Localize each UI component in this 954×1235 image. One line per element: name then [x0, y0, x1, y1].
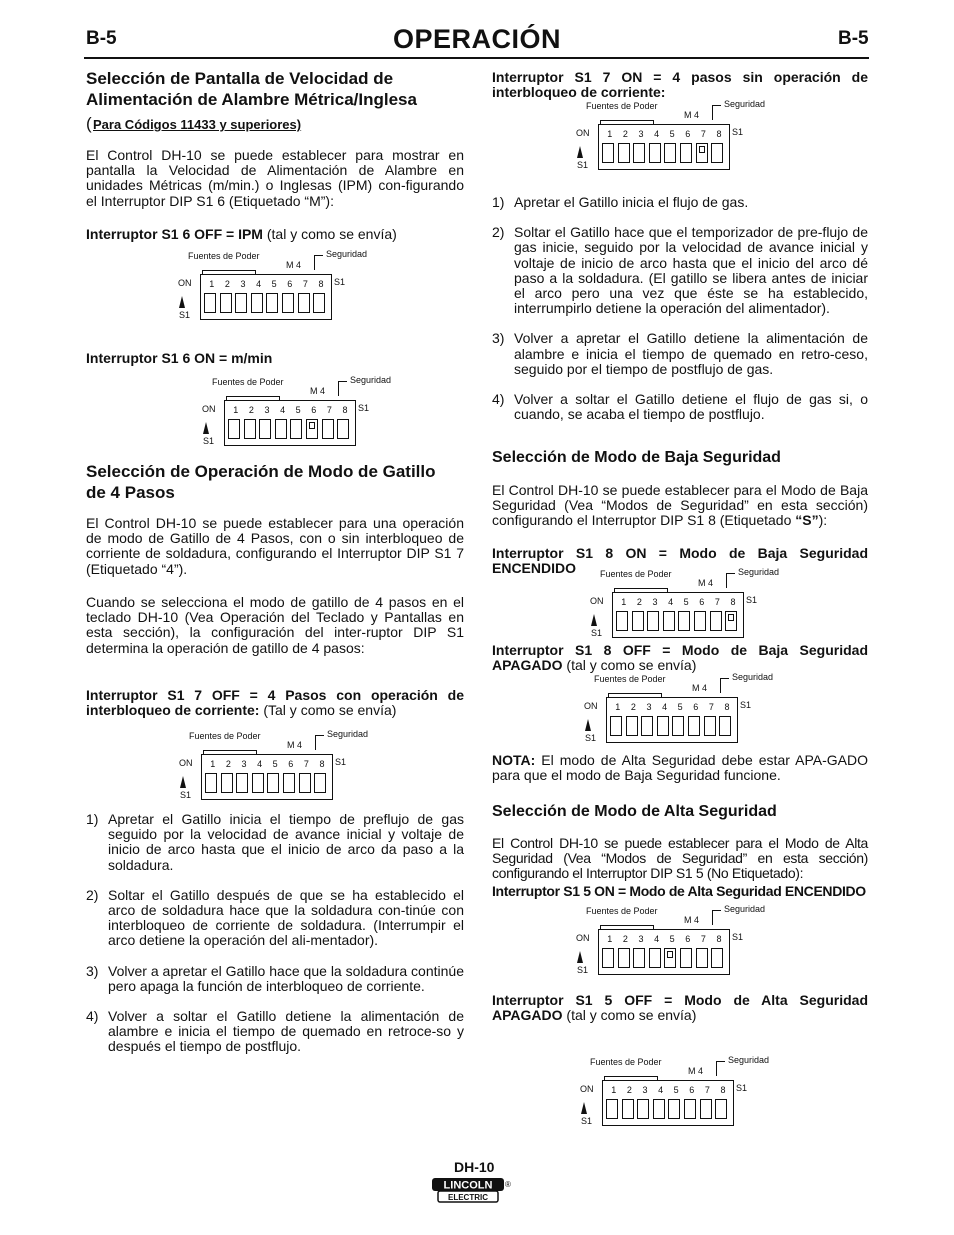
switch-number: 2	[248, 405, 254, 415]
security-label: Seguridad	[732, 672, 774, 682]
switch-number: 6	[685, 934, 691, 944]
m4-label: M 4	[287, 740, 303, 750]
dip-switch-6	[680, 143, 692, 163]
dip-switch-7	[322, 419, 334, 439]
dip-switch-2	[622, 1099, 634, 1119]
switch-number: 2	[224, 279, 230, 289]
page-title: OPERACIÓN	[392, 24, 562, 54]
switch-number: 3	[264, 405, 270, 415]
switch-numbers	[602, 934, 728, 944]
dip-switch-1	[602, 143, 614, 163]
section-subtitle-paren: (	[86, 114, 92, 133]
section-title-wire-speed: Selección de Pantalla de Velocidad de Alimentación de Alambre Métrica/Inglesa	[86, 69, 417, 109]
on-label: ON	[576, 933, 590, 943]
svg-text:®: ®	[505, 1180, 511, 1189]
dip-switch-6	[694, 611, 706, 631]
dip-switch-4	[275, 419, 287, 439]
switch-number: 1	[209, 279, 215, 289]
dip-switch-3	[259, 419, 271, 439]
dip-switch-3	[236, 773, 248, 793]
switch-number: 7	[708, 702, 714, 712]
switch-number: 1	[611, 1085, 617, 1095]
on-arrow-icon	[591, 614, 597, 626]
dip-switch-block	[224, 400, 356, 446]
s1-8-on-caption: Interruptor S1 8 ON = Modo de Baja Seguridad ENCENDIDO	[492, 545, 868, 577]
switch-number: 4	[256, 279, 262, 289]
list-item: 1) Apretar el Gatillo inicia el tiempo de preflujo de gas seguido por la velocidad de avance inicial y voltaje de inicio de arco hasta que el inicio de arco da paso a la soldadura.	[86, 811, 464, 873]
dip-diagram-s1-5-off	[578, 1055, 770, 1132]
section-title-4-step: Selección de Operación de Modo de Gatillo de 4 Pasos	[86, 462, 436, 502]
dip-switch-1	[610, 716, 622, 736]
switch-numbers	[204, 279, 330, 289]
switch-number: 4	[668, 597, 674, 607]
switch-number: 7	[704, 1085, 710, 1095]
switch-number: 6	[693, 702, 699, 712]
dip-switch-1	[606, 1099, 618, 1119]
on-arrow-icon	[581, 1102, 587, 1114]
s1-label-right: S1	[732, 127, 744, 137]
switch-number: 6	[311, 405, 317, 415]
switch-number: 3	[652, 597, 658, 607]
dip-switch-6	[282, 293, 294, 313]
dip-switch-8	[715, 1099, 727, 1119]
switch-row	[616, 611, 741, 631]
svg-text:LINCOLN: LINCOLN	[443, 1179, 493, 1192]
switch-number: 6	[287, 279, 293, 289]
security-pointer	[720, 678, 729, 693]
right-steps-list	[492, 195, 868, 422]
switch-number: 1	[233, 405, 239, 415]
switch-number: 8	[730, 597, 736, 607]
dip-diagram-s1-7-on	[574, 99, 766, 176]
switch-number: 3	[240, 279, 246, 289]
switch-number: 3	[646, 702, 652, 712]
security-pointer	[315, 735, 324, 750]
s1-label-right: S1	[746, 595, 758, 605]
dip-switch-block	[612, 592, 744, 638]
dip-switch-2	[220, 293, 232, 313]
switch-number: 7	[303, 759, 309, 769]
switch-number: 2	[225, 759, 231, 769]
s1-label-bottom: S1	[577, 965, 589, 975]
switch-number: 3	[638, 934, 644, 944]
dip-switch-8	[719, 716, 731, 736]
switch-number: 7	[700, 129, 706, 139]
lincoln-electric-logo	[432, 1178, 510, 1204]
switch-number: 1	[607, 129, 613, 139]
dip-switch-6	[306, 419, 318, 439]
dip-switch-3	[647, 611, 659, 631]
dip-switch-3	[235, 293, 247, 313]
dip-switch-4	[657, 716, 669, 736]
nota-paragraph: NOTA: El modo de Alta Seguridad debe estar APA-GADO para que el modo de Baja Seguridad funcione.	[492, 752, 868, 784]
on-label: ON	[178, 278, 192, 288]
switch-row	[205, 773, 330, 793]
dip-switch-1	[205, 773, 217, 793]
switch-number: 5	[295, 405, 301, 415]
switch-row	[602, 143, 727, 163]
switch-number: 5	[673, 1085, 679, 1095]
s1-7-off-caption: Interruptor S1 7 OFF = 4 Pasos con operación de interbloqueo de corriente: (Tal y como se envía)	[86, 687, 464, 719]
dip-switch-5	[664, 143, 676, 163]
security-label: Seguridad	[738, 567, 780, 577]
m4-label: M 4	[688, 1066, 704, 1076]
s1-label-right: S1	[358, 403, 370, 413]
list-item: 1) Apretar el Gatillo inicia el flujo de gas.	[492, 194, 749, 210]
switch-number: 6	[288, 759, 294, 769]
security-label: Seguridad	[350, 375, 392, 385]
switch-numbers	[602, 129, 728, 139]
dip-diagram-s1-5-on	[574, 904, 766, 981]
m4-label: M 4	[684, 915, 700, 925]
dip-switch-4	[251, 293, 263, 313]
dip-diagram-s1-8-off	[582, 672, 774, 749]
switch-number: 8	[720, 1085, 726, 1095]
dip-diagram-s1-6-on	[200, 375, 392, 452]
power-supply-label: Fuentes de Poder	[188, 251, 260, 261]
on-label: ON	[580, 1084, 594, 1094]
dip-switch-4	[653, 1099, 665, 1119]
s1-label-bottom: S1	[585, 733, 597, 743]
s1-label-right: S1	[736, 1083, 748, 1093]
on-arrow-icon	[577, 951, 583, 963]
dip-switch-7	[696, 948, 708, 968]
dip-switch-8	[313, 293, 325, 313]
switch-number: 2	[630, 702, 636, 712]
dip-switch-4	[649, 948, 661, 968]
paragraph-high-security: El Control DH-10 se puede establecer para el Modo de Alta Seguridad (Vea “Modos de Seguridad” en esta sección) configurando el Interruptor DIP S1 5 (No Etiquetado):	[492, 835, 868, 882]
s1-label-right: S1	[740, 700, 752, 710]
dip-switch-3	[641, 716, 653, 736]
dip-switch-6	[680, 948, 692, 968]
switch-number: 5	[683, 597, 689, 607]
m4-label: M 4	[692, 683, 708, 693]
switch-number: 8	[318, 279, 324, 289]
switch-number: 5	[669, 934, 675, 944]
dip-switch-7	[704, 716, 716, 736]
security-pointer	[716, 1061, 725, 1076]
power-supply-label: Fuentes de Poder	[189, 731, 261, 741]
dip-switch-7	[700, 1099, 712, 1119]
switch-row	[610, 716, 735, 736]
power-supply-label: Fuentes de Poder	[594, 674, 666, 684]
dip-switch-4	[649, 143, 661, 163]
on-label: ON	[590, 596, 604, 606]
switch-number: 7	[302, 279, 308, 289]
security-pointer	[726, 573, 735, 588]
switch-number: 1	[607, 934, 613, 944]
switch-number: 7	[714, 597, 720, 607]
security-label: Seguridad	[728, 1055, 770, 1065]
header-rule	[84, 57, 869, 59]
power-supply-label: Fuentes de Poder	[586, 906, 658, 916]
switch-number: 4	[257, 759, 263, 769]
power-supply-label: Fuentes de Poder	[212, 377, 284, 387]
on-arrow-icon	[179, 296, 185, 308]
switch-row	[606, 1099, 731, 1119]
s1-label-bottom: S1	[577, 160, 589, 170]
security-label: Seguridad	[326, 249, 368, 259]
switch-number: 8	[319, 759, 325, 769]
dip-switch-5	[266, 293, 278, 313]
dip-diagram-s1-8-on	[588, 567, 780, 644]
s1-6-on-caption: Interruptor S1 6 ON = m/min	[86, 350, 273, 366]
switch-row	[204, 293, 329, 313]
switch-row	[602, 948, 727, 968]
s1-5-on-caption: Interruptor S1 5 ON = Modo de Alta Seguridad ENCENDIDO	[492, 883, 866, 899]
dip-diagram-s1-7-off	[177, 729, 369, 806]
dip-switch-block	[598, 124, 730, 170]
section-subtitle-codes: Para Códigos 11433 y superiores)	[93, 117, 302, 132]
dip-switch-2	[244, 419, 256, 439]
security-label: Seguridad	[724, 99, 766, 109]
m4-label: M 4	[286, 260, 302, 270]
dip-switch-2	[618, 143, 630, 163]
switch-number: 6	[689, 1085, 695, 1095]
s1-label-bottom: S1	[180, 790, 192, 800]
switch-number: 4	[280, 405, 286, 415]
dip-switch-8	[337, 419, 349, 439]
list-item: 3) Volver a apretar el Gatillo detiene la alimentación de alambre e inicia el tiempo de quemado en retro-ceso, seguido por el tiempo de postflujo de gas.	[492, 330, 868, 377]
s1-7-on-caption: Interruptor S1 7 ON = 4 pasos sin operación de interbloqueo de corriente:	[492, 69, 868, 101]
lincoln-electric-logo-graphic	[432, 1178, 510, 1204]
dip-switch-7	[298, 293, 310, 313]
on-label: ON	[576, 128, 590, 138]
dip-switch-3	[637, 1099, 649, 1119]
dip-switch-2	[632, 611, 644, 631]
dip-switch-5	[668, 1099, 680, 1119]
dip-switch-1	[228, 419, 240, 439]
switch-number: 2	[636, 597, 642, 607]
list-item: 4) Volver a soltar el Gatillo detiene la alimentación de alambre e inicia el tiempo de quemado en retroce-so y después el tiempo de postflujo.	[86, 1008, 464, 1055]
switch-number: 1	[621, 597, 627, 607]
dip-switch-8	[314, 773, 326, 793]
dip-switch-6	[688, 716, 700, 736]
section-title-high-security: Selección de Modo de Alta Seguridad	[492, 803, 777, 820]
switch-number: 4	[654, 129, 660, 139]
switch-numbers	[228, 405, 354, 415]
dip-switch-5	[664, 948, 676, 968]
security-pointer	[314, 255, 323, 270]
switch-number: 2	[622, 129, 628, 139]
switch-row	[228, 419, 353, 439]
s1-label-bottom: S1	[203, 436, 215, 446]
switch-numbers	[616, 597, 742, 607]
switch-number: 4	[654, 934, 660, 944]
dip-switch-8	[725, 611, 737, 631]
dip-switch-6	[684, 1099, 696, 1119]
on-arrow-icon	[203, 422, 209, 434]
dip-switch-6	[283, 773, 295, 793]
dip-switch-block	[606, 697, 738, 743]
page-code-left: B-5	[86, 28, 117, 49]
dip-switch-7	[710, 611, 722, 631]
security-pointer	[712, 910, 721, 925]
dip-switch-block	[602, 1080, 734, 1126]
switch-number: 6	[699, 597, 705, 607]
list-item: 4) Volver a soltar el Gatillo detiene el flujo de gas si, o cuando, se acaba el tiempo de postflujo.	[492, 391, 868, 423]
switch-number: 4	[658, 1085, 664, 1095]
switch-number: 1	[615, 702, 621, 712]
dip-switch-7	[299, 773, 311, 793]
switch-number: 2	[626, 1085, 632, 1095]
s1-label-bottom: S1	[581, 1116, 593, 1126]
on-arrow-icon	[577, 146, 583, 158]
dip-switch-block	[598, 929, 730, 975]
s1-label-bottom: S1	[591, 628, 603, 638]
switch-number: 5	[669, 129, 675, 139]
security-pointer	[338, 381, 347, 396]
dip-switch-5	[267, 773, 279, 793]
dip-switch-3	[633, 143, 645, 163]
on-label: ON	[584, 701, 598, 711]
page-code-right: B-5	[838, 28, 869, 49]
dip-diagram-s1-6-off	[176, 249, 368, 326]
paragraph-4-step-2: Cuando se selecciona el modo de gatillo de 4 pasos en el teclado DH-10 (Vea Operación del Teclado y Pantallas en esta sección), la configuración del inter-ruptor DIP S1 determina la operación de gatillo de 4 pasos:	[86, 594, 464, 656]
switch-number: 7	[326, 405, 332, 415]
switch-number: 3	[642, 1085, 648, 1095]
switch-number: 7	[700, 934, 706, 944]
power-supply-label: Fuentes de Poder	[586, 101, 658, 111]
paragraph-low-security: El Control DH-10 se puede establecer para el Modo de Baja Seguridad (Vea “Modos de Seguridad” en esta sección) configurando el Interruptor DIP S1 8 (Etiquetado “S”):	[492, 482, 868, 529]
on-label: ON	[202, 404, 216, 414]
switch-number: 4	[662, 702, 668, 712]
s1-label-right: S1	[334, 277, 346, 287]
security-pointer	[712, 105, 721, 120]
dip-switch-5	[290, 419, 302, 439]
m4-label: M 4	[310, 386, 326, 396]
switch-number: 8	[716, 129, 722, 139]
on-arrow-icon	[585, 719, 591, 731]
switch-number: 8	[716, 934, 722, 944]
dip-switch-1	[616, 611, 628, 631]
list-item: 2) Soltar el Gatillo hace que el temporizador de pre-flujo de gas inicie, seguido por la velocidad de avance inicial y voltaje de inicio de arco hasta que el inicio del arco dé paso a la soldadura. (El gatillo se libera antes de iniciar el arco pero una vez que éste se ha establecido, interrumpirlo detiene la operación del alimentador).	[492, 224, 868, 317]
list-item: 2) Soltar el Gatillo después de que se ha establecido el arco de soldadura hace que la soldadura con-tinúe con interbloqueo de corriente de soldadura. (Interrumpir el arco detiene la operación del ali-mentador).	[86, 886, 464, 949]
power-supply-label: Fuentes de Poder	[590, 1057, 662, 1067]
paragraph-4-step-1: El Control DH-10 se puede establecer para una operación de modo de Gatillo de 4 Pasos, con o sin interbloqueo de corriente de soldadura, configurando el Interruptor DIP S1 7 (Etiquetado “4”).	[86, 515, 464, 577]
on-label: ON	[179, 758, 193, 768]
s1-label-bottom: S1	[179, 310, 191, 320]
paragraph-wire-speed: El Control DH-10 se puede establecer para mostrar en pantalla la Velocidad de Alimentación de Alambre en unidades Métricas (m/min.) o Inglesas (IPM) con-figurando el Interruptor DIP S1 6 (Etiquetado “M”):	[86, 147, 464, 209]
switch-number: 3	[241, 759, 247, 769]
switch-number: 5	[271, 279, 277, 289]
switch-numbers	[606, 1085, 732, 1095]
footer-model: DH-10	[454, 1159, 495, 1175]
dip-switch-4	[663, 611, 675, 631]
switch-number: 5	[272, 759, 278, 769]
dip-switch-3	[633, 948, 645, 968]
m4-label: M 4	[684, 110, 700, 120]
dip-switch-8	[711, 143, 723, 163]
switch-number: 6	[685, 129, 691, 139]
security-label: Seguridad	[327, 729, 369, 739]
dip-switch-1	[602, 948, 614, 968]
power-supply-label: Fuentes de Poder	[600, 569, 672, 579]
s1-6-off-caption: Interruptor S1 6 OFF = IPM (tal y como se envía)	[86, 226, 397, 242]
dip-switch-block	[200, 274, 332, 320]
dip-switch-7	[696, 143, 708, 163]
dip-switch-4	[252, 773, 264, 793]
dip-switch-5	[678, 611, 690, 631]
s1-8-off-caption: Interruptor S1 8 OFF = Modo de Baja Seguridad APAGADO (tal y como se envía)	[492, 642, 868, 674]
list-item: 3) Volver a apretar el Gatillo hace que la soldadura continúe pero apaga la función de interbloqueo de corriente.	[86, 962, 464, 994]
dip-switch-8	[711, 948, 723, 968]
dip-switch-2	[626, 716, 638, 736]
dip-switch-block	[201, 754, 333, 800]
switch-number: 2	[622, 934, 628, 944]
dip-switch-5	[672, 716, 684, 736]
switch-number: 8	[724, 702, 730, 712]
s1-5-off-caption: Interruptor S1 5 OFF = Modo de Alta Seguridad APAGADO (tal y como se envía)	[492, 992, 868, 1024]
svg-text:ELECTRIC: ELECTRIC	[448, 1193, 488, 1202]
on-arrow-icon	[180, 776, 186, 788]
m4-label: M 4	[698, 578, 714, 588]
section-title-low-security: Selección de Modo de Baja Seguridad	[492, 449, 781, 466]
switch-number: 8	[342, 405, 348, 415]
dip-switch-2	[221, 773, 233, 793]
switch-number: 1	[210, 759, 216, 769]
security-label: Seguridad	[724, 904, 766, 914]
switch-numbers	[205, 759, 331, 769]
switch-number: 3	[638, 129, 644, 139]
s1-label-right: S1	[732, 932, 744, 942]
switch-number: 5	[677, 702, 683, 712]
left-steps-list	[86, 812, 464, 1055]
s1-label-right: S1	[335, 757, 347, 767]
switch-numbers	[610, 702, 736, 712]
dip-switch-1	[204, 293, 216, 313]
dip-switch-2	[618, 948, 630, 968]
